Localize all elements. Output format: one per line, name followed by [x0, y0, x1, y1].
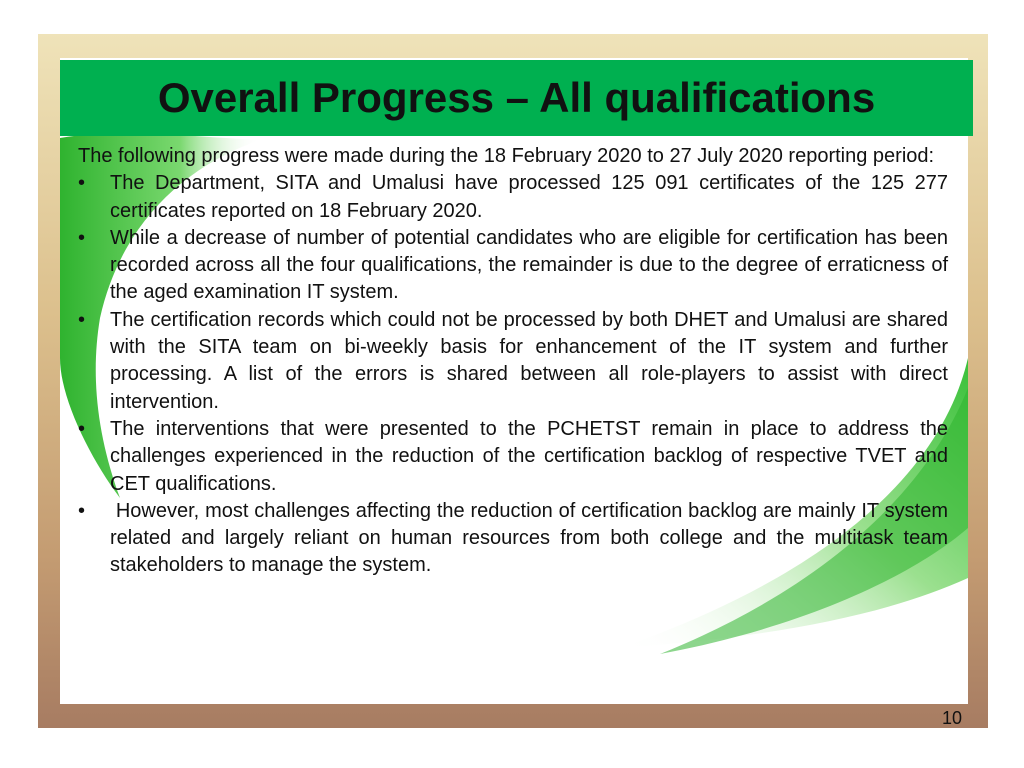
- bullet-icon: •: [78, 226, 86, 249]
- bullet-text: While a decrease of number of potential candidates who are eligible for certification has been recorded across all the four qualifications, the remainder is due to the degree of erraticness of the aged examination IT system.: [110, 226, 948, 304]
- bullet-icon: •: [78, 308, 86, 331]
- bullet-text: However, most challenges affecting the reduction of certification backlog are mainly IT system related and largely reliant on human resources from both college and the multitask team stakeholders to manage the system.: [110, 499, 948, 577]
- list-item: [78, 307, 948, 416]
- bullet-text: The Department, SITA and Umalusi have processed 125 091 certificates of the 125 277 certificates reported on 18 February 2020.: [110, 172, 948, 222]
- intro-paragraph: The following progress were made during the 18 February 2020 to 27 July 2020 reporting period:: [78, 145, 935, 167]
- page-number: 10: [941, 708, 962, 728]
- bullet-icon: •: [78, 499, 86, 522]
- title-bar: [60, 60, 973, 136]
- slide-title: Overall Progress – All qualifications: [157, 74, 876, 121]
- list-item: [78, 416, 948, 498]
- bullet-text: The certification records which could not be processed by both DHET and Umalusi are shared with the SITA team on bi-weekly basis for enhancement of the IT system and further processing. A list of the errors is shared between all role-players to assist with direct intervention.: [110, 308, 948, 413]
- slide-body: [78, 143, 948, 580]
- bullet-text: The interventions that were presented to the PCHETST remain in place to address the challenges experienced in the reduction of the certification backlog of respective TVET and CET qualifications.: [110, 417, 948, 495]
- list-item: [78, 498, 948, 580]
- list-item: [78, 225, 948, 307]
- bullet-icon: •: [78, 417, 86, 440]
- bullet-list: [78, 170, 948, 579]
- list-item: [78, 170, 948, 225]
- bullet-icon: •: [78, 172, 86, 195]
